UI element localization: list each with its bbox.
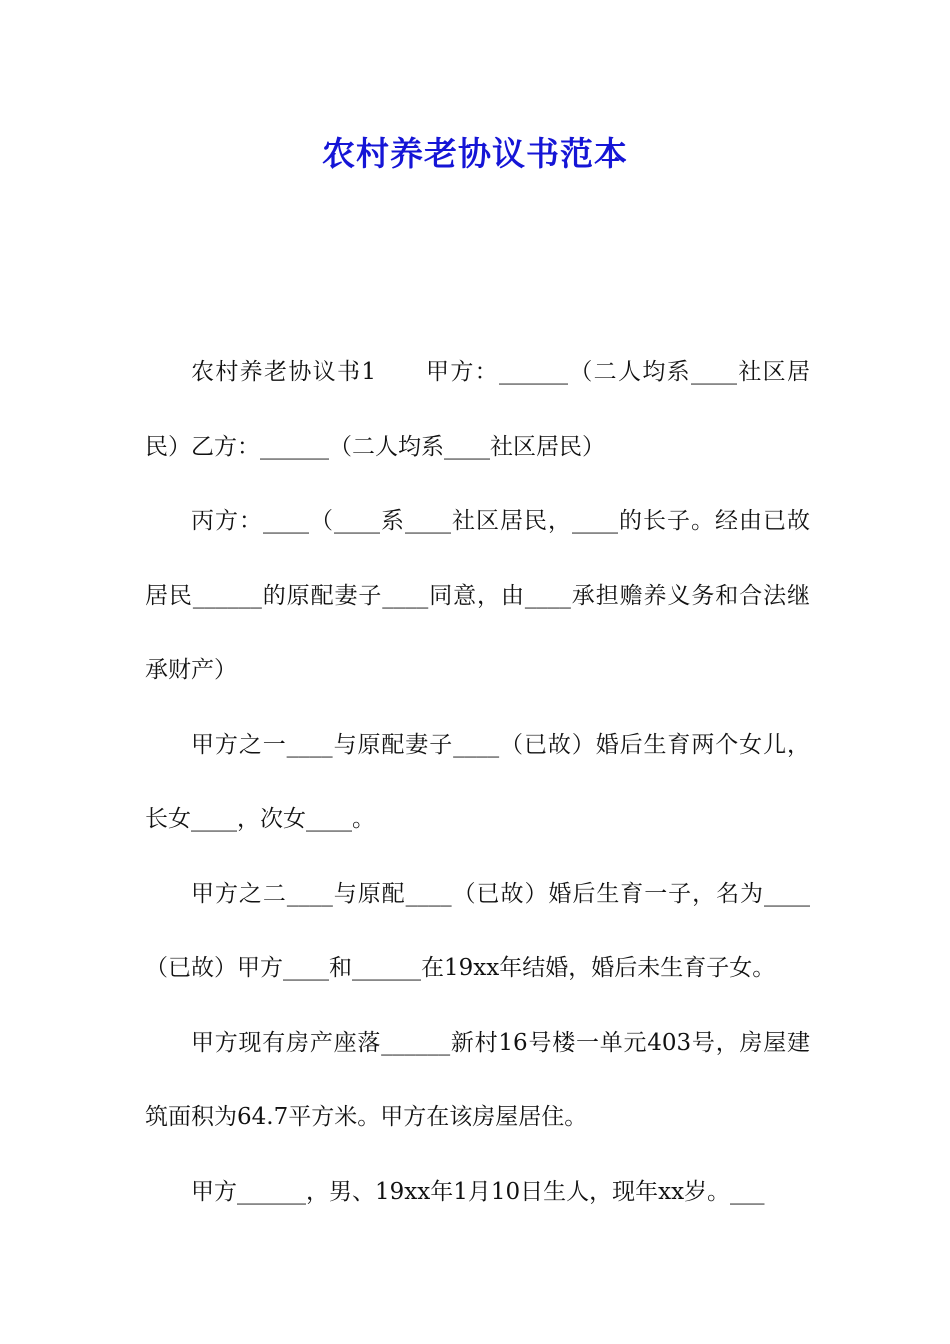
paragraph-party-a1-family: 甲方之一____与原配妻子____（已故）婚后生育两个女儿，长女____，次女____。 [145, 731, 810, 832]
paragraph-parties-a-b: 农村养老协议书1 甲方：______（二人均系____社区居民）乙方：______（二人均系____社区居民） [145, 359, 810, 460]
document-title: 农村养老协议书范本 [322, 134, 628, 173]
paragraph-party-c: 丙方：____（____系____社区居民，____的长子。经由已故居民______的原配妻子____同意，由____承担赡养义务和合法继承财产） [145, 508, 810, 683]
paragraph-party-a2-family: 甲方之二____与原配____（已故）婚后生育一子，名为____（已故）甲方____和______在19xx年结婚，婚后未生育子女。 [145, 880, 810, 981]
document-body [145, 335, 810, 1229]
paragraph-property: 甲方现有房产座落______新村16号楼一单元403号，房屋建筑面积为64.7平方米。甲方在该房屋居住。 [145, 1029, 810, 1130]
paragraph-party-a-details: 甲方______，男、19xx年1月10日生人，现年xx岁。___ [191, 1178, 765, 1205]
